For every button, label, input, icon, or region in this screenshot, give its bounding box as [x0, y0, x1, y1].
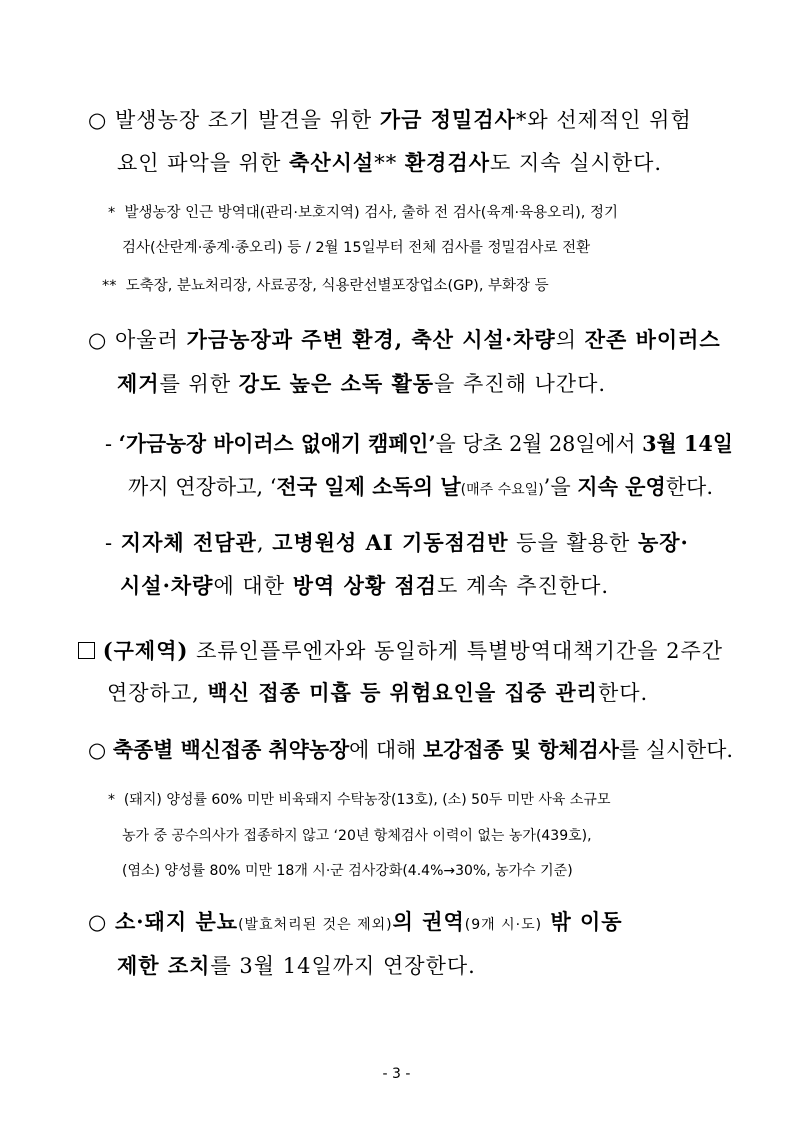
square-box-icon — [78, 642, 95, 659]
bold-text: 지자체 전담관 — [120, 530, 257, 555]
text: 을 추진해 나간다. — [434, 372, 607, 396]
p4-line2 — [117, 950, 476, 980]
bullet-circle-icon: ○ — [88, 738, 107, 762]
p3-note-line3 — [122, 860, 573, 880]
d1-line1 — [105, 428, 733, 458]
bold-text: 백신 접종 미흡 등 위험요인을 집중 관리 — [207, 680, 598, 705]
text: ** — [374, 151, 405, 175]
bold-text: 가금 정밀검사 — [379, 107, 516, 132]
small-text: (9개 시·도) — [464, 917, 543, 933]
double-asterisk-marker: ** — [102, 278, 117, 294]
text: ’을 — [543, 475, 578, 499]
text: 을 당초 2월 28일에서 — [435, 432, 643, 456]
small-text: (매주 수요일) — [460, 482, 544, 498]
text: 의 — [555, 328, 585, 352]
bold-text: 축산시설 — [289, 150, 375, 175]
bold-text: 시설·차량 — [120, 573, 214, 598]
text: 까지 연장하고, ‘ — [128, 475, 277, 499]
note-text: 검사(산란계·종계·종오리) 등 / 2월 15일부터 전체 검사를 정밀검사로 전환 — [122, 240, 591, 256]
p1-line2 — [117, 147, 662, 177]
p1-note2 — [102, 274, 549, 295]
bold-text: (구제역) — [102, 638, 189, 663]
text: , — [256, 531, 273, 555]
bullet-circle-icon: ○ — [88, 108, 108, 132]
bold-text: 강도 높은 소독 활동 — [238, 371, 435, 396]
p1-note1-line2 — [122, 236, 590, 257]
small-text: (발효처리된 것은 제외) — [238, 917, 393, 933]
bold-text: 전국 일제 소독의 날 — [276, 474, 461, 499]
asterisk-marker: * — [108, 205, 116, 221]
text: 요인 파악을 위한 — [117, 151, 290, 175]
note-text: 도축장, 분뇨처리장, 사료공장, 식용란선별포장업소(GP), 부화장 등 — [125, 278, 549, 294]
sec-line1 — [78, 635, 723, 665]
text: 아울러 — [115, 328, 187, 352]
bold-text: 밖 이동 — [542, 909, 623, 934]
bold-text: 농장· — [637, 530, 689, 555]
d1-line2 — [128, 471, 713, 501]
text: 발생농장 조기 발견을 위한 — [115, 108, 380, 132]
p2-line2 — [117, 368, 606, 398]
text: 도 지속 실시한다. — [490, 151, 663, 175]
text: 등을 활용한 — [508, 531, 638, 555]
note-text: (돼지) 양성률 60% 미만 비육돼지 수탁농장(13호), (소) 50두 미만 사육 소규모 — [123, 792, 611, 808]
text: 를 3월 14일까지 연장한다. — [210, 954, 476, 978]
bold-text: 축종별 백신접종 취약농장 — [112, 737, 350, 762]
p3-note-line2 — [122, 825, 592, 845]
bold-text: 지속 운영 — [577, 474, 666, 499]
text: 도 계속 추진한다. — [437, 574, 610, 598]
bold-text: 환경검사 — [404, 150, 491, 175]
bold-text: 제한 조치 — [117, 953, 211, 978]
text: *와 선제적인 위험 — [515, 108, 692, 132]
bold-text: 의 권역 — [392, 909, 465, 934]
dash-marker: - — [105, 432, 113, 456]
text: 에 대해 — [349, 738, 423, 762]
sec-line2 — [107, 677, 648, 707]
p2-line1 — [88, 324, 721, 354]
bold-text: ‘가금농장 바이러스 없애기 캠페인’ — [118, 431, 436, 456]
note-text: 농가 중 공수의사가 접종하지 않고 ‘20년 항체검사 이력이 없는 농가(439호), — [122, 828, 592, 844]
text: 한다. — [665, 475, 714, 499]
bold-text: 방역 상황 점검 — [292, 573, 438, 598]
bold-text: 제거 — [117, 371, 160, 396]
bold-text: 소·돼지 분뇨 — [115, 909, 239, 934]
bold-text: 잔존 바이러스 — [584, 327, 721, 352]
p1-note1-line1 — [108, 201, 618, 222]
p4-line1 — [88, 906, 623, 936]
p3-line1 — [88, 734, 733, 764]
d2-line1 — [105, 527, 689, 557]
text: 에 대한 — [213, 574, 293, 598]
text: 를 실시한다. — [618, 738, 733, 762]
note-text: (염소) 양성률 80% 미만 18개 시·군 검사강화(4.4%→30%, 농가수 기준) — [122, 863, 573, 879]
note-text: 발생농장 인근 방역대(관리·보호지역) 검사, 출하 전 검사(육계·육용오리), 정기 — [124, 205, 619, 221]
bold-text: 가금농장과 주변 환경, 축산 시설·차량 — [186, 327, 556, 352]
bullet-circle-icon: ○ — [88, 910, 108, 934]
p1-line1 — [88, 104, 692, 134]
p3-note-line1 — [108, 789, 610, 809]
text: 한다. — [597, 681, 649, 705]
text: 조류인플루엔자와 동일하게 특별방역대책기간을 2주간 — [188, 639, 724, 663]
text: 연장하고, — [107, 681, 208, 705]
dash-marker: - — [105, 531, 114, 555]
bullet-circle-icon: ○ — [88, 328, 108, 352]
page-number: - 3 - — [382, 1066, 411, 1082]
bold-text: 보강접종 및 항체검사 — [422, 737, 619, 762]
text: 를 위한 — [159, 372, 239, 396]
d2-line2 — [120, 570, 609, 600]
asterisk-marker: * — [108, 792, 115, 808]
bold-text: 3월 14일 — [642, 431, 733, 456]
bold-text: 고병원성 AI 기동점검반 — [272, 530, 509, 555]
